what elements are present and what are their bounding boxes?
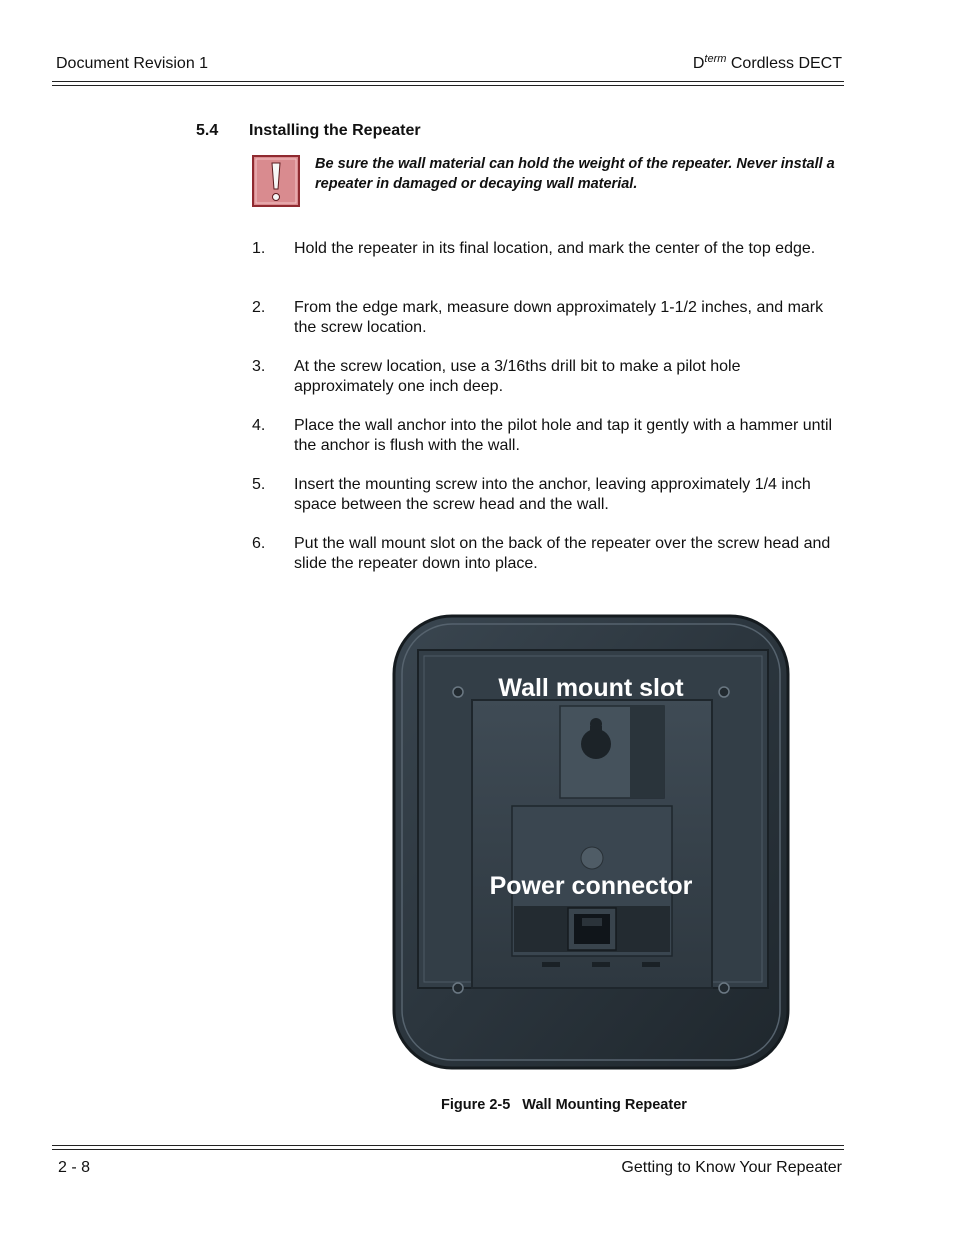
brand-rest: Cordless DECT <box>726 55 842 72</box>
power-connector-label: Power connector <box>489 872 693 900</box>
step-text: Insert the mounting screw into the anchor, leaving approximately 1/4 inch space between the screw head and the wall. <box>294 476 811 513</box>
steps-list <box>252 239 842 593</box>
footer-rule-bottom <box>52 1149 844 1150</box>
step-number: 6. <box>252 535 266 552</box>
step-number: 5. <box>252 476 266 493</box>
figure-caption <box>441 1097 687 1113</box>
repeater-photo <box>392 614 790 1070</box>
section-number: 5.4 <box>196 122 219 139</box>
step-text: Put the wall mount slot on the back of the repeater over the screw head and slide the repeater down into place. <box>294 535 831 572</box>
step-text: Hold the repeater in its final location, and mark the center of the top edge. <box>294 240 816 257</box>
header-revision: Document Revision 1 <box>56 55 209 72</box>
page-number: 2 - 8 <box>58 1159 91 1176</box>
header-rule-bottom <box>52 85 844 86</box>
brand-base: D <box>692 55 705 72</box>
list-item <box>252 534 842 593</box>
header-rule-top <box>52 81 844 82</box>
list-item <box>252 357 842 416</box>
exclamation-icon <box>252 155 300 207</box>
brand-sup: term <box>704 53 727 65</box>
step-text: Place the wall anchor into the pilot hole and tap it gently with a hammer until the anchor is flush with the wall. <box>294 417 833 454</box>
step-number: 1. <box>252 240 266 257</box>
step-number: 4. <box>252 417 266 434</box>
caption-title: Wall Mounting Repeater <box>522 1097 687 1113</box>
list-item <box>252 416 842 475</box>
warning-text: Be sure the wall material can hold the weight of the repeater. Never install a repeater in damaged or decaying wall material. <box>315 156 835 192</box>
footer-rule-top <box>52 1145 844 1146</box>
caption-number: Figure 2-5 <box>441 1097 511 1113</box>
section-title: Installing the Repeater <box>249 122 421 139</box>
list-item <box>252 475 842 534</box>
chapter-title: Getting to Know Your Repeater <box>621 1159 842 1176</box>
step-text: From the edge mark, measure down approximately 1-1/2 inches, and mark the screw location. <box>294 299 824 336</box>
step-number: 2. <box>252 299 266 316</box>
wall-mount-slot-label: Wall mount slot <box>498 674 684 702</box>
header-product <box>693 53 842 73</box>
list-item <box>252 239 842 298</box>
step-text: At the screw location, use a 3/16ths drill bit to make a pilot hole approximately one inch deep. <box>294 358 741 395</box>
step-number: 3. <box>252 358 266 375</box>
list-item <box>252 298 842 357</box>
